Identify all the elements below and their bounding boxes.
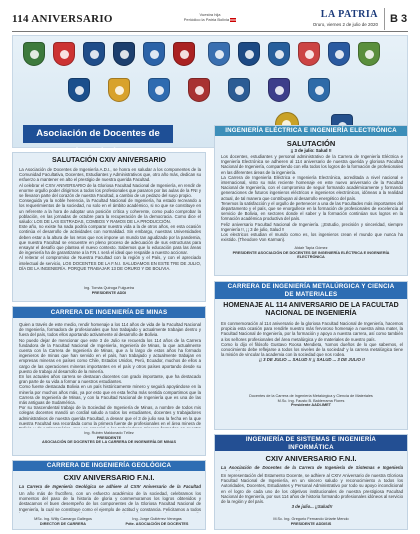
logo-9: [268, 42, 290, 66]
adi-body: [19, 167, 201, 283]
logo-12: [358, 42, 380, 66]
logo-10: [298, 42, 320, 66]
metalurgica-body: [221, 321, 403, 391]
logo-15: [148, 78, 170, 102]
logo-2: [53, 42, 75, 66]
electrica-paragraph: Los electricos estudian el mundo como es, los ingenieros crean el mundo que nunca ha existido. (Theodore Von Karman).: [221, 232, 403, 243]
signature-name: Ing. Jorge Gutiérrez Venegas: [132, 517, 182, 521]
electrica-title: SALUTACIÓN: [286, 139, 336, 148]
association-title: Asociación de Docentes de: [23, 125, 173, 143]
geologica-signature-2: [111, 517, 203, 526]
electrica-paragraph: Feliz aniversario Facultad Nacional de Ingeniería. ¡¡Estudio, precisión y sinceridad, siempre Ingeniería !!, ¡¡ 3 de julio, Salud !!: [221, 221, 403, 232]
geologica-card: [12, 460, 206, 530]
sistemas-signature: [223, 517, 399, 526]
header-tagline: [172, 12, 248, 22]
logo-16: [188, 78, 210, 102]
adi-signature: [13, 286, 205, 295]
signature-role: PRESIDENTE ADDISIS: [290, 521, 332, 526]
logo-19: [308, 78, 330, 102]
signature-role: DIRECTOR DE CARRERA: [39, 521, 87, 526]
metalurgica-header: CARRERA DE INGENIERÍA METALÚRGICA Y CIENCIA DE MATERIALES: [215, 282, 407, 299]
logo-14: [108, 78, 130, 102]
metalurgica-signature: [223, 394, 399, 408]
page-header: [0, 0, 420, 38]
geologica-title: CXIV ANIVERSARIO F.N.I.: [63, 473, 155, 482]
electrica-subtitle: ¡¡ 3 de julio: Salud !!: [290, 148, 332, 153]
logo-4: [113, 42, 135, 66]
signature-role: Pdte. ASOCIACIÓN DE DOCENTES: [125, 521, 189, 526]
geologica-header: CARRERA DE INGENIERÍA GEOLÓGICA: [13, 461, 205, 471]
minas-paragraph: Como fuente destacada Bolivia en un país históricamente minero y seguirá apoyándose en la minería por muchos años más, ya por esto que en esta fecha más sentida compartimos que la Carrera de Ingeniería de Minas, y con la Facultad Nacional de Ingeniería que es una de las más antiguas de Sudamérica.: [19, 384, 201, 406]
minas-paragraph: No puedo dejar de mencionar que este 3 de Julio se recuerda los 114 años de la Carrera fundadora de la Facultad Nacional de Ingeniería, Ingeniería de Minas, la que actualmente cuenta con la Carrera de Ingeniería de Minas, que a lo largo de estos años ha formado ingenieros de minas que han servido en el país, han trabajado y actualmente trabajan en empresas mineras en países como Chile, Estados Unidos, Perú, Ecuador, muchos de ellos a cargo de las operaciones mineras importantes en el país y otros países aportando desde su puesto de trabajo al desarrollo de la minería.: [19, 337, 201, 374]
signature-role: Presidente AADI-IMET: [291, 403, 331, 408]
electrica-paragraph: La Carrera de Ingeniería Eléctrica e Ingeniería Electrónica, acreditada a nivel nacional e internacional, visto su más reciente homenaje en este nuevo aniversario de la Facultad Nacional de Ingeniería, con el compromiso de seguir formando académicamente y formando generaciones de futuros ingenieros eléctricos e ingenieros electrónicos, idóneas a la realidad actual, de tal manera que contribuyan al desarrollo energético del país.: [221, 174, 403, 201]
logo-8: [238, 42, 260, 66]
adi-paragraph: Al reiterar el compromiso de Nuestra Facultad con la región y el País, y con el apreciado intelectual de servicio, LOS DOCENTES DE LA F.N.I. SALUDAMOS EN ESTE TRE DE JULIO, DÍA DE LA INGENIERÍA. PORQUE TRABAJAR 13 DE ORURO Y DE BOLIVIA.: [19, 255, 201, 271]
metalurgica-paragraph: Como lo dijo el filósofo Gustavo Roosa Mendieta, 'somos dueños de lo que sabemos, el conocimiento debe reflejarse a todos los niveles de la sociedad' y la carrera metalúrgica tiene la misión de vincular la academia con la sociedad que nos rodea.: [221, 341, 403, 358]
sistemas-paragraph: En representación del Estamento Docente, se adhiere al CXIV Aniversario de nuestra Gloriosa Facultad Nacional de Ingeniería, en un sincero saludo y reconocimiento a todos los Autoridades, Docentes, Estudiantes y Personal Administrativo por todo su apoyo incondicional en el logro de cada uno de los objetivos institucionales de nuestra prestigiosa Facultad Nacional de Ingeniería, por sus 114 años de historia formando profesionales idóneos al servicio de la región y del país.: [221, 473, 403, 505]
metalurgica-paragraph: En conmemoración al 114 aniversario de la gloriosa Facultad Nacional de Ingeniería, hacemos propicia esta ocasión para rendirle nuestro más fervoroso homenaje a nuestra alma mater, la Facultad Nacional de Ingeniería, por la formación y apoyo a nuestra carrera, así como también a los señores profesionales del área metalúrgica y de materiales de nuestro país.: [221, 321, 403, 342]
tagline-line-2: [172, 17, 248, 22]
minas-body: [19, 322, 201, 428]
geologica-paragraph: Un año más de fructífero, con un esfuerzo académico de la sociedad, celebramos los momentos del paso de la historia de gloria y conmemoramos los logros obtenidos y destacamos el buen desempeño de los componentes de la Gloriosa Facultad Nacional de Ingeniería, la cual se constituye como el ejemplo de actitud y constancia. Felicitamos a todos: [19, 491, 201, 512]
geologica-lead: La Carrera de Ingeniería Geológica se adhiere al CXIV Aniversario de la Facultad: [19, 484, 201, 489]
logo-18: [268, 78, 290, 102]
signature-name: MSc. Ing. Willy Camargo Gallegos: [34, 517, 92, 521]
signature-name: Aldair Tapia Gómez: [294, 246, 328, 250]
minas-signature: [23, 431, 195, 445]
adi-paragraph: La Asociación de Docentes de Ingeniería A.D.I., se honra en saludar a los componentes de la Comunidad Facultativa, Docentes, Estudiantes y Administrativos que, otro año más, dedican su esfuerzo a mantener en alto el prestigio de nuestra querida Facultad.: [19, 167, 201, 183]
logo-17: [228, 78, 250, 102]
geologica-body: [19, 491, 201, 513]
signature-name: Ing. Tomás Quiroga Fulgueira: [84, 286, 134, 290]
signature-org: Docentes de la Carrera de Ingeniería Metalúrgica y Ciencia de Materiales: [249, 394, 373, 398]
signature-role: PRESIDENTE: [96, 435, 122, 440]
electrica-header: INGENIERÍA ELÉCTRICA E INGENIERÍA ELECTRÓNICA: [215, 126, 407, 136]
logo-13: [68, 78, 90, 102]
signature-role: PRESIDENTE ADDI: [91, 290, 127, 295]
sistemas-paragraph: 3 de julio... ¡¡Salud!!: [291, 504, 333, 510]
adi-paragraph: Conseguida ya la noble herencia, la Facultad Nacional de Ingeniería, ha estado recreando a los requerimientos de la sociedad, no solo en el ámbito académico, si no que se constituye en un referente a la hora de adoptar una posición crítica y coherente, como pudo comprobar la población, en las jornadas de octubre para la recuperación de la democracia. Como dice el saludo: LOS DE LAS ESTRADAS, COMBOS Y RAMOS DE LA PRODUCCIÓN.: [19, 198, 201, 225]
metalurgica-title: HOMENAJE AL 114 ANIVERSARIO DE LA FACULTAD NACIONAL DE INGENIERÍA: [223, 302, 399, 317]
section-title: 114 ANIVERSARIO: [12, 13, 113, 25]
minas-paragraph: En los actuales años carrera se destacan docentes con grado importante, que ha destacado gran parte de su vida a formar a nuestros estudiantes.: [19, 374, 201, 385]
signature-role: PRESIDENTE ASOCIACIÓN DE DOCENTES DE INGENIERÍA ELÉCTRICA E INGENIERÍA ELECTRÓNICA: [232, 250, 390, 260]
sistemas-header: INGENIERÍA DE SISTEMAS E INGENIERÍA INFORMÁTICA: [215, 435, 407, 451]
logo-1: [23, 42, 45, 66]
electrica-card: [214, 125, 408, 276]
logo-7: [208, 42, 230, 66]
logo-11: [328, 42, 350, 66]
signature-org: ASOCIACIÓN DE DOCENTES DE LA CARRERA DE INGENIERÍA DE MINAS: [42, 440, 176, 445]
adi-title: SALUTACIÓN CXIV ANIVERSARIO: [52, 157, 166, 164]
sistemas-title: CXIV ANIVERSARIO F.N.I.: [265, 454, 357, 463]
adi-paragraph: Este año, no existe ha nada podría comparar nuestra vida a la de otros años, en esta ocasión continúa el desarrollo de actividades con normalidad. Sin embargo, nuestras Universidades deben estar a la altura de los retos que nos impone un mundo tan agudizado por la pandemia, que nuestra Facultad se encuentre en pleno proceso de adecuación de sus estructuras para ensayar el desafío que plantea el nuevo contexto. Sabemos que lo educación para las áreas de ingeniería ha de garantizarse a la F.N.I. será el ideal que respalde a nuestro accionar.: [19, 224, 201, 256]
logo-6: [173, 42, 195, 66]
signature-name: M.Sc. Ing. Fausto B. Balderrama Flores: [277, 398, 345, 403]
logo-3: [83, 42, 105, 66]
sistemas-lead: La Asociación de Docentes de la Carrera de Ingeniería de Sistemas e Ingeniería: [221, 465, 403, 470]
geologica-signature-1: [17, 517, 109, 526]
adi-card: [12, 152, 206, 302]
issue-date: Oruro, viernes 2 de julio de 2020: [312, 22, 378, 27]
minas-paragraph: Quien a través de este medio, rendir homenaje a los 114 años de vida de la Facultad Nacional de Ingeniería, formadora de profesionales que han trabajado y actualmente trabajan dentro y fuera del país, todos ellos aportando activamente al desarrollo de Bolivia.: [19, 322, 201, 338]
sistemas-body: [221, 473, 403, 513]
minas-header: CARRERA DE INGENIERÍA DE MINAS: [13, 307, 205, 318]
electrica-paragraph: Tenemos la satisfacción y el orgullo de pertenecer a una de las Facultades más importantes del departamento y el país, que se enorgullece en la formación de profesionales de excelencia al servicio de Bolivia, en sectores donde el saber y la formación continúan sus logros en la formación académica productiva del país.: [221, 200, 403, 222]
minas-card: [12, 306, 206, 456]
sistemas-card: [214, 434, 408, 530]
header-rule: [12, 31, 408, 32]
signature-name: Ing. Rubén Maldonado Téllez: [84, 431, 134, 435]
signature-name: M.Sc. Ing. Gregorio Fernando Uriarte Mendo: [273, 517, 349, 521]
tagline-line-1: Vuestra hija: [199, 12, 221, 17]
metalurgica-paragraph: ¡¡ 3 DE JULIO ... SALUD !! ¡¡ SALUD ... 3 DE JULIO !!: [259, 357, 365, 363]
electrica-signature: [223, 246, 399, 260]
newspaper-name: LA PATRIA: [320, 9, 378, 20]
electrica-paragraph: Los docentes, estudiantes y personal administrativo de la Carrera de Ingeniería Eléctrica e Ingeniería Electrónica se adhieren al 114 aniversario de nuestra querida y gloriosa Facultad Nacional de Ingeniería, compartiendo con ella todos los logros de la formación de profesionales en las diferentes áreas de la ingeniería.: [221, 154, 403, 175]
tagline-text: Periódico la Patria Bolivia: [183, 17, 230, 22]
flag-icon: [230, 18, 236, 22]
page-number: B 3: [384, 8, 410, 30]
logo-5: [143, 42, 165, 66]
metalurgica-card: [214, 281, 408, 430]
electrica-body: [221, 154, 403, 243]
adi-paragraph: Al celebrar el CXIV ANIVERSARIO de la Gloriosa Facultad Nacional de Ingeniería, en rendir de enorme orgullo poder dirigirnos a todos los profesionales que pasaron por las aulas de la FNI y se llevaron parte del corazón de nuestra Facultad, a cambio de un pedazo del suyo propio.: [19, 182, 201, 199]
minas-paragraph: Por su trascendental trabajo de la Sociedad de Ingeniería de Minas, a nombre de todos mis colegas docentes mandó un cordial saludo a todos los estudiantes, docentes y trabajadores administrativos de nuestra querida Facultad, a desear que el 3 de julio sea la fecha en la que nuestra Facultad sea recordada como la primera fuente de profesionales en el área minera de: [19, 405, 201, 426]
